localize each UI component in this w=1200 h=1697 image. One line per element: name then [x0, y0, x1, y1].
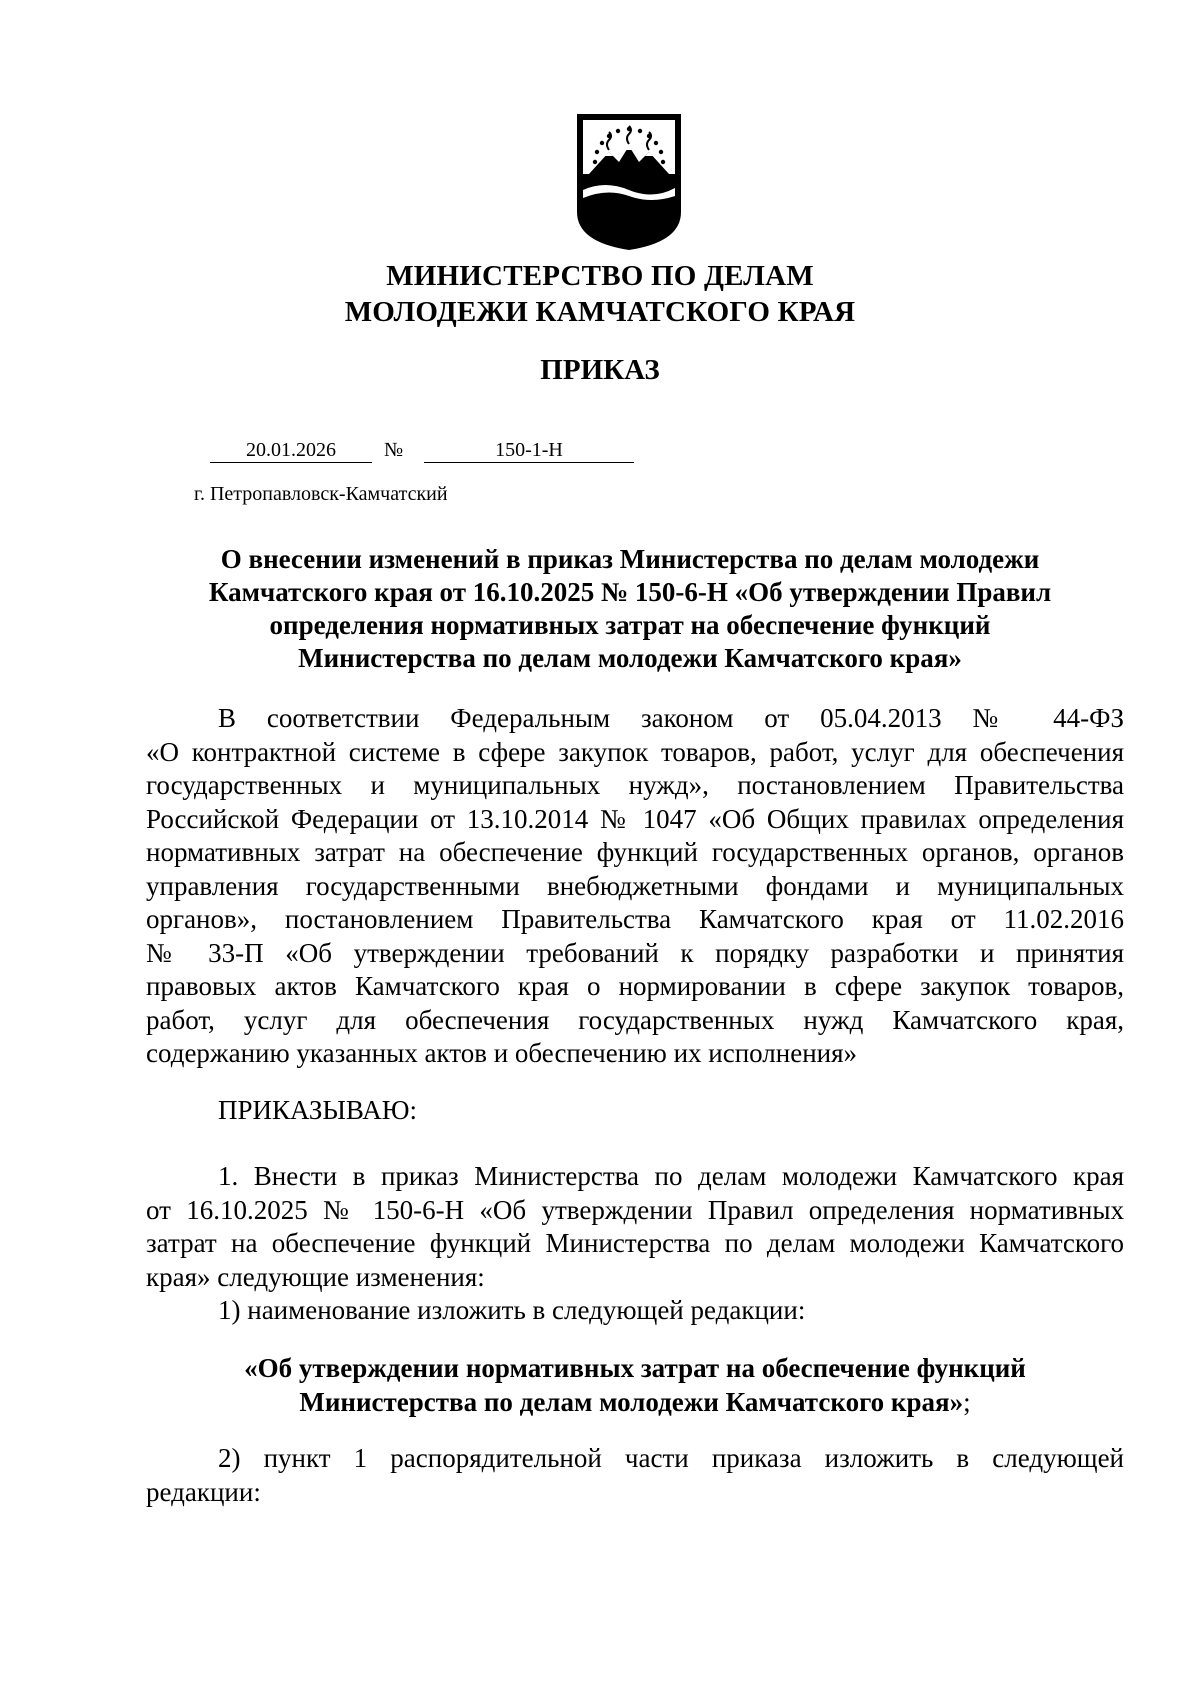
- order-word: ПРИКАЗЫВАЮ:: [218, 1095, 417, 1125]
- subject-line: определения нормативных затрат на обеспечение функций: [269, 610, 991, 640]
- document-number: 150-1-Н: [424, 438, 634, 463]
- quoted-title-line-2: Министерства по делам молодежи Камчатского края»: [299, 1387, 964, 1417]
- preamble-line: работ, услуг для обеспечения государственных нужд Камчатского края,: [146, 1004, 1124, 1035]
- subject-line: О внесении изменений в приказ Министерства по делам молодежи: [220, 544, 1040, 574]
- org-name-line-2: МОЛОДЕЖИ КАМЧАТСКОГО КРАЯ: [344, 296, 856, 328]
- org-name-line-1: МИНИСТЕРСТВО ПО ДЕЛАМ: [386, 260, 814, 292]
- quoted-new-title: [150, 1351, 1120, 1419]
- document-city: г. Петропавловск-Камчатский: [194, 483, 448, 505]
- item-1-line: края» следующие изменения:: [146, 1261, 485, 1292]
- preamble-paragraph: [146, 702, 1124, 1071]
- preamble-line: государственных и муниципальных нужд», постановлением Правительства: [146, 770, 1124, 800]
- item-1-line: 1. Внести в приказ Министерства по делам молодежи Камчатского края: [218, 1161, 1124, 1191]
- preamble-line: органов», постановлением Правительства Камчатского края от 11.02.2016: [146, 904, 1124, 934]
- item-1-2-line: 2) пункт 1 распорядительной части приказа изложить в следующей: [218, 1443, 1124, 1473]
- document-type: ПРИКАЗ: [540, 354, 660, 386]
- document-date: 20.01.2026: [210, 438, 372, 463]
- preamble-line: управления государственными внебюджетными фондами и муниципальных: [146, 870, 1124, 901]
- number-sign: №: [384, 439, 404, 461]
- item-1-2-line: редакции:: [146, 1476, 261, 1507]
- item-1-line: от 16.10.2025 № 150-6-Н «Об утверждении Правил определения нормативных: [146, 1194, 1124, 1225]
- preamble-line: нормативных затрат на обеспечение функций государственных органов, органов: [146, 837, 1124, 867]
- preamble-line: содержанию указанных актов и обеспечению их исполнения»: [146, 1038, 858, 1068]
- item-1-2-paragraph: [146, 1442, 1124, 1509]
- quoted-title-line-1: «Об утверждении нормативных затрат на обеспечение функций: [244, 1353, 1026, 1383]
- item-1-1-paragraph: [146, 1294, 1124, 1328]
- preamble-line: правовых актов Камчатского края о нормировании в сфере закупок товаров,: [146, 971, 1124, 1001]
- quoted-title-semicolon: ;: [963, 1387, 971, 1417]
- subject-line: Министерства по делам молодежи Камчатского края»: [298, 643, 962, 673]
- kamchatka-coat-of-arms-icon: [575, 112, 683, 252]
- item-1-line: затрат на обеспечение функций Министерства по делам молодежи Камчатского: [146, 1228, 1124, 1258]
- preamble-line: «О контрактной системе в сфере закупок товаров, работ, услуг для обеспечения: [146, 736, 1124, 767]
- item-1-paragraph: [146, 1160, 1124, 1294]
- preamble-line: № 33-П «Об утверждении требований к порядку разработки и принятия: [146, 937, 1124, 968]
- item-1-1-line: 1) наименование изложить в следующей редакции:: [218, 1295, 806, 1325]
- document-subject: [140, 543, 1120, 675]
- preamble-line: В соответствии Федеральным законом от 05.04.2013 № 44-ФЗ: [218, 703, 1124, 733]
- subject-line: Камчатского края от 16.10.2025 № 150-6-Н «Об утверждении Правил: [208, 577, 1052, 607]
- preamble-line: Российской Федерации от 13.10.2014 № 1047 «Об Общих правилах определения: [146, 803, 1124, 834]
